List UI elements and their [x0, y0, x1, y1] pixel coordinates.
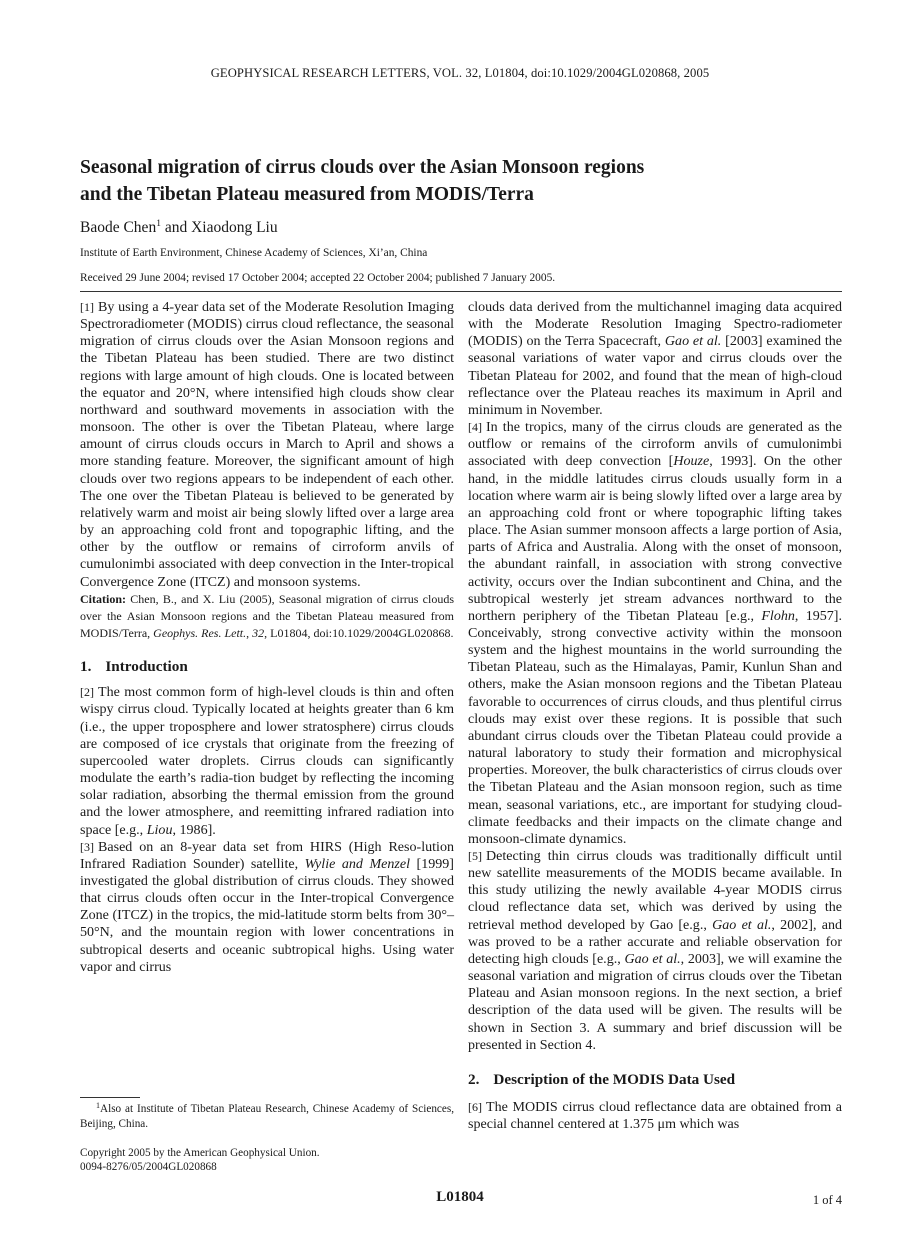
- paragraph-text: , 1993]. On the other hand, in the middle latitudes cirrus clouds usually form in a location where warm air is being slowly lifted over a large area by an approaching cold front or where topographic lifting takes place. The Asian summer monsoon affects a large portion of Asia, parts of Africa and Australia. Along with the onset of monsoon, the abundant rainfall, in association with strong convective activity, occurs over the Indian subcontinent and China, and the subtropical westerly jet stream advances northward to the northern periphery of the Tibetan Plateau [e.g.,: [468, 453, 842, 624]
- reference-link: Gao et al.: [712, 916, 772, 933]
- paragraph-number: [3]: [80, 839, 94, 854]
- paragraph-number: [6]: [468, 1100, 482, 1115]
- journal-header: GEOPHYSICAL RESEARCH LETTERS, VOL. 32, L01804, doi:10.1029/2004GL020868, 2005: [210, 66, 710, 80]
- citation-separator: ,: [246, 625, 253, 640]
- paragraph-3-continued: [468, 299, 842, 419]
- author-list: [80, 219, 278, 237]
- received-dates: Received 29 June 2004; revised 17 October 2004; accepted 22 October 2004; published 7 January 2005.: [80, 272, 556, 284]
- section-title: Introduction: [105, 658, 188, 676]
- footnote-marker: 1: [156, 219, 161, 229]
- section-title: Description of the MODIS Data Used: [493, 1070, 736, 1088]
- paragraph-text: , 2003], we will examine the seasonal variation and migration of cirrus clouds over the Tibetan Plateau and Asian monsoon regions. In the next section, a brief description of the data used will be given. The results will be shown in Section 3. A summary and brief discussion will be presented in Section 4.: [468, 950, 843, 1053]
- affiliation: Institute of Earth Environment, Chinese Academy of Sciences, Xi’an, China: [80, 247, 428, 259]
- title-line-1: Seasonal migration of cirrus clouds over the Asian Monsoon regions: [80, 157, 645, 178]
- paragraph-text: In the tropics, many of the cirrus clouds are generated as the outflow or remains of the cirroform anvils of cumulonimbi associated with deep convection [: [468, 419, 842, 470]
- title-line-2: and the Tibetan Plateau measured from MODIS/Terra: [80, 184, 534, 205]
- footnote-text: Also at Institute of Tibetan Plateau Research, Chinese Academy of Sciences, Beijing, China.: [80, 1103, 454, 1130]
- header-divider: [80, 291, 842, 292]
- paragraph-text: [1999] investigated the global distribution of cirrus clouds. They showed that cirrus clouds often occur in the Inter-tropical Convergence Zone (ITCZ) in the tropics, the mid-latitude storm belts from 30°–50°N, and the mountain region with lower concentrations in subtropical deserts and oceanic subtropical highs. Using water vapor and cirrus: [80, 855, 454, 975]
- article-title: [80, 154, 840, 208]
- citation: [80, 591, 454, 642]
- abstract-text: By using a 4-year data set of the Moderate Resolution Imaging Spectroradiometer (MODIS) cirrus cloud reflectance, the seasonal migration of cirrus clouds over the Asian Monsoon regions and the Tibetan Plateau has been studied. There are two distinct regions with large amount of high clouds. One is located between the equator and 20°N, where intensified high clouds show clear northward and southward movements in association with the monsoon. The other is over the Tibetan Plateau, where large amount of cirrus clouds occurs in March to April and shows a more standing feature. Moreover, the significant amount of high clouds over two regions appears to be independent of each other. The one over the Tibetan Plateau is believed to be generated by relatively warm and moist air being slowly lifted over a large area by an approaching cold front and topographic lifting, and the other by the outflow or remains of cirroform anvils of cumulonimbi associated with deep convection in the Inter-tropical Convergence Zone (ITCZ) and monsoon systems.: [80, 299, 454, 590]
- reference-link: Gao et al.: [624, 950, 681, 967]
- article-id: L01804: [436, 1189, 484, 1205]
- page-number: 1 of 4: [812, 1193, 842, 1207]
- citation-text: Chen, B., and X. Liu (2005), Seasonal migration of cirrus clouds over the Asian Monsoon regions and the Tibetan Plateau measured from MODIS/Terra,: [80, 591, 454, 640]
- paragraph-text: , 1957]. Conceivably, strong convective activity within the monsoon system and the highest mountains in the world surrounding the Tibetan Plateau, such as the Himalayas, Pamir, Kunlun Shan and others, make the Asian monsoon regions and the Tibetan Plateau favorable to occurrences of cirrus clouds, and thus plentiful cirrus clouds may exist over these regions. It is possible that such abundant cirrus clouds over the Tibetan Plateau could provide a natural laboratory to study their formation and microphysical properties. Moreover, the bulk characteristics of cirrus clouds over the Tibetan Plateau and the Asian monsoon region, such as time mean, seasonal variations, etc., are important for studying cloud-climate feedbacks and their impacts on the climate change and monsoon-climate dynamics.: [468, 607, 842, 847]
- paragraph-number: [4]: [468, 420, 482, 435]
- reference-link: Houze: [673, 453, 710, 470]
- citation-label: Citation:: [80, 591, 126, 606]
- paragraph-3: [80, 839, 454, 976]
- paragraph-6: [468, 1099, 842, 1133]
- reference-link: Gao et al.: [664, 333, 722, 350]
- paragraph-5: [468, 848, 842, 1054]
- paragraph-text: The most common form of high-level clouds is thin and often wispy cirrus cloud. Typically located at heights greater than 6 km (i.e., the upper troposphere and lower stratosphere) cirrus clouds are composed of ice crystals that originate from the freezing of supercooled water droplets. Cirrus clouds can significantly modulate the earth’s radia-tion budget by reflecting the incoming solar radiation, absorbing the thermal emission from the ground and the lower atmosphere, and reemitting infrared radiation into space [e.g.,: [80, 684, 454, 838]
- abstract-paragraph: [80, 299, 454, 591]
- section-number: 1.: [80, 658, 92, 676]
- issn-line: 0094-8276/05/2004GL020868: [80, 1160, 217, 1173]
- copyright-line: Copyright 2005 by the American Geophysical Union.: [80, 1147, 320, 1159]
- reference-link: Wylie and Menzel: [304, 855, 411, 872]
- paragraph-number: [1]: [80, 300, 94, 314]
- paragraph-text: [2003] examined the seasonal variations of water vapor and cirrus clouds over the Tibetan Plateau for 2002, and found that the mean of high-cloud reflectance over the Plateau reaches its maximum in April and minimum in November.: [468, 333, 843, 418]
- footnote: [80, 1102, 454, 1131]
- section-number: 2.: [468, 1070, 480, 1088]
- paragraph-number: [2]: [80, 685, 94, 700]
- footnote-divider: [80, 1097, 140, 1098]
- citation-doi: , L01804, doi:10.1029/2004GL020868.: [264, 625, 454, 640]
- paragraph-text: clouds data derived from the multichannel imaging data acquired with the Moderate Resolution Imaging Spectro-radiometer (MODIS) on the Terra Spacecraft,: [468, 299, 842, 350]
- citation-volume: 32: [252, 625, 265, 640]
- footnote-marker: 1: [96, 1101, 100, 1110]
- paragraph-text: , 2002], and was proved to be a rather accurate and reliable observation for detecting high clouds [e.g.,: [468, 916, 842, 967]
- right-column: [468, 299, 842, 1133]
- reference-link: Liou: [146, 821, 173, 838]
- paragraph-number: [5]: [468, 849, 482, 863]
- author-name: and Xiaodong Liu: [160, 219, 278, 236]
- author-name: Baode Chen: [80, 219, 157, 236]
- section-heading-modis-data: [468, 1071, 842, 1088]
- citation-journal: Geophys. Res. Lett.: [153, 625, 247, 640]
- paragraph-2: [80, 684, 454, 838]
- copyright-block: [80, 1147, 320, 1174]
- paragraph-text: Based on an 8-year data set from HIRS (High Reso-lution Infrared Radiation Sounder) satellite,: [80, 838, 454, 872]
- left-column: [80, 299, 454, 976]
- section-heading-introduction: [80, 658, 454, 675]
- paragraph-text: The MODIS cirrus cloud reflectance data are obtained from a special channel centered at 1.375 μm which was: [468, 1099, 842, 1133]
- paragraph-text: Detecting thin cirrus clouds was traditionally difficult until new satellite measurements of the MODIS became available. In this study utilizing the newly available 4-year MODIS cirrus cloud reflectance data set, which was derived by using the retrieval method developed by Gao [e.g.,: [468, 848, 842, 933]
- reference-link: Flohn: [761, 607, 795, 624]
- paragraph-text: , 1986].: [172, 821, 216, 838]
- paragraph-4: [468, 419, 842, 848]
